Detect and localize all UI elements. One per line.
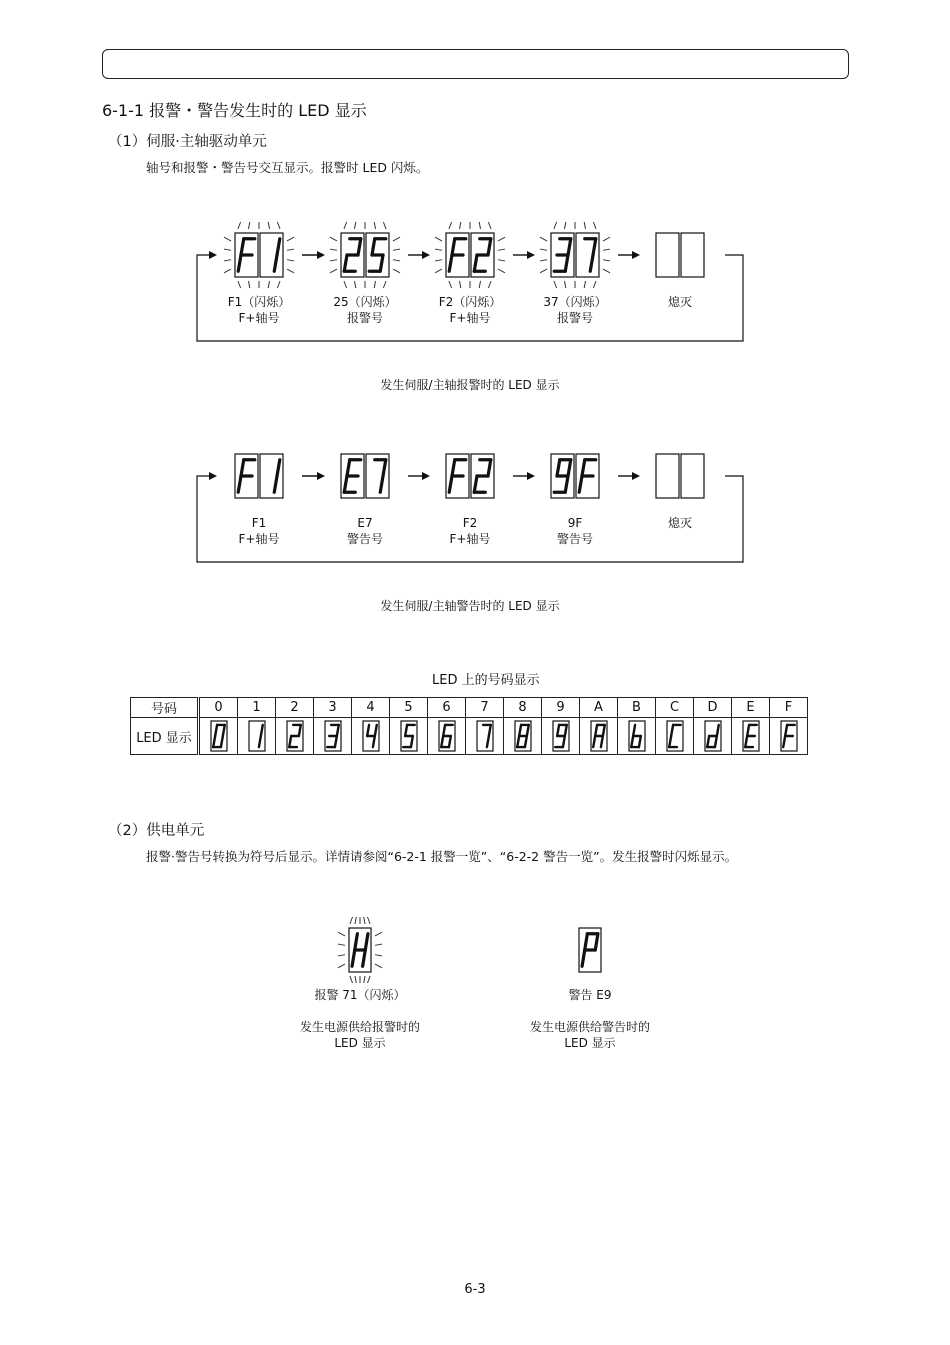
power-example-caption: 发生电源供给报警时的 bbox=[299, 1020, 421, 1034]
ray bbox=[287, 260, 294, 261]
ray bbox=[393, 237, 400, 241]
power-description: 报警·警告号转换为符号后显示。详情请参阅“6-2-1 报警一览”、“6-2-2 警告一览”。发生报警时闪烁显示。 bbox=[146, 849, 738, 864]
ray bbox=[338, 964, 345, 968]
ray bbox=[238, 281, 241, 288]
ray bbox=[287, 249, 294, 250]
code-cell: 8 bbox=[504, 698, 542, 718]
arrow-head-icon bbox=[632, 251, 640, 259]
code-cell: 5 bbox=[390, 698, 428, 718]
ray bbox=[603, 269, 610, 273]
code-cell: 6 bbox=[428, 698, 466, 718]
ray bbox=[367, 917, 370, 924]
ray bbox=[374, 281, 375, 288]
ray bbox=[344, 222, 347, 229]
ray bbox=[287, 237, 294, 241]
ray bbox=[375, 955, 382, 956]
ray bbox=[330, 260, 337, 261]
power-example-label: 警告 E9 bbox=[568, 988, 612, 1002]
ray bbox=[367, 976, 370, 983]
ray bbox=[338, 944, 345, 945]
arrow-head-icon bbox=[527, 251, 535, 259]
ray bbox=[277, 222, 280, 229]
code-cell: 0 bbox=[199, 698, 238, 718]
ray bbox=[268, 222, 269, 229]
ray bbox=[540, 269, 547, 273]
led-digit bbox=[341, 454, 364, 498]
page-number: 6-3 bbox=[464, 1282, 486, 1297]
code-table-title: LED 上的号码显示 bbox=[432, 673, 540, 688]
led-digit bbox=[260, 454, 283, 498]
ray bbox=[498, 260, 505, 261]
code-cell: B bbox=[618, 698, 656, 718]
sequence-sublabel: F+轴号 bbox=[238, 532, 280, 546]
led-digit bbox=[446, 454, 469, 498]
table-header-label: 号码 bbox=[131, 698, 199, 718]
ray bbox=[459, 222, 460, 229]
sequence-sublabel: F+轴号 bbox=[449, 311, 491, 325]
code-cell: C bbox=[656, 698, 694, 718]
ray bbox=[224, 249, 231, 250]
led-digit bbox=[656, 233, 679, 277]
ray bbox=[603, 237, 610, 241]
led-sequence bbox=[197, 454, 743, 613]
led-digit bbox=[471, 233, 494, 277]
led-digit bbox=[551, 454, 574, 498]
arrow-head-icon bbox=[317, 251, 325, 259]
ray bbox=[540, 237, 547, 241]
arrow-head-icon bbox=[317, 472, 325, 480]
ray bbox=[593, 281, 596, 288]
led-sequence bbox=[197, 222, 743, 392]
ray bbox=[584, 281, 585, 288]
led-digit bbox=[341, 233, 364, 277]
power-example-caption: LED 显示 bbox=[334, 1036, 386, 1050]
ray bbox=[338, 932, 345, 936]
sequence-label: F2 bbox=[462, 516, 478, 530]
ray bbox=[498, 237, 505, 241]
led-digit bbox=[349, 928, 371, 972]
sequence-label: 熄灭 bbox=[667, 295, 693, 309]
ray bbox=[364, 976, 365, 983]
sequence-sublabel: 报警号 bbox=[556, 311, 594, 325]
ray bbox=[584, 222, 585, 229]
led-digit bbox=[681, 454, 704, 498]
ray bbox=[248, 281, 249, 288]
ray bbox=[354, 222, 355, 229]
ray bbox=[330, 249, 337, 250]
subsection-title-servo: （1）伺服·主轴驱动单元 bbox=[108, 134, 267, 150]
led-digit bbox=[579, 928, 601, 972]
ray bbox=[375, 944, 382, 945]
sequence-label: 37（闪烁） bbox=[543, 295, 607, 309]
ray bbox=[224, 237, 231, 241]
ray bbox=[248, 222, 249, 229]
sequence-label: 9F bbox=[567, 516, 583, 530]
arrow-head-icon bbox=[209, 472, 217, 480]
ray bbox=[593, 222, 596, 229]
arrow-head-icon bbox=[422, 251, 430, 259]
ray bbox=[268, 281, 269, 288]
code-cell: F bbox=[770, 698, 808, 718]
code-cell: 3 bbox=[314, 698, 352, 718]
sequence-sublabel: 报警号 bbox=[346, 311, 384, 325]
sequence-label: E7 bbox=[357, 516, 373, 530]
ray bbox=[554, 222, 557, 229]
code-cell: 2 bbox=[276, 698, 314, 718]
led-digit bbox=[576, 454, 599, 498]
ray bbox=[344, 281, 347, 288]
power-example-caption: LED 显示 bbox=[564, 1036, 616, 1050]
sequence-sublabel: 警告号 bbox=[556, 532, 594, 546]
code-cell: 7 bbox=[466, 698, 504, 718]
table-row-label: LED 显示 bbox=[131, 718, 199, 755]
ray bbox=[330, 269, 337, 273]
led-digit bbox=[681, 233, 704, 277]
ray bbox=[383, 222, 386, 229]
ray bbox=[350, 917, 353, 924]
arrow-head-icon bbox=[632, 472, 640, 480]
sequence-sublabel: F+轴号 bbox=[449, 532, 491, 546]
led-digit bbox=[235, 233, 258, 277]
led-digit bbox=[576, 233, 599, 277]
ray bbox=[393, 249, 400, 250]
section-heading: 6-1-1 报警・警告发生时的 LED 显示 bbox=[102, 101, 367, 120]
sequence-sublabel: F+轴号 bbox=[238, 311, 280, 325]
led-digit-frame bbox=[656, 454, 679, 498]
led-digit-frame bbox=[656, 233, 679, 277]
ray bbox=[364, 917, 365, 924]
led-digit bbox=[260, 233, 283, 277]
ray bbox=[540, 260, 547, 261]
ray bbox=[354, 281, 355, 288]
ray bbox=[435, 249, 442, 250]
code-cell: E bbox=[732, 698, 770, 718]
ray bbox=[355, 917, 356, 924]
sequence-label: 熄灭 bbox=[667, 516, 693, 530]
code-cell: D bbox=[694, 698, 732, 718]
ray bbox=[554, 281, 557, 288]
code-cell: 1 bbox=[238, 698, 276, 718]
led-digit-frame bbox=[681, 454, 704, 498]
ray bbox=[393, 269, 400, 273]
ray bbox=[224, 260, 231, 261]
ray bbox=[603, 249, 610, 250]
ray bbox=[338, 955, 345, 956]
arrow-head-icon bbox=[527, 472, 535, 480]
led-digit-frame bbox=[681, 233, 704, 277]
led-digit bbox=[656, 454, 679, 498]
sequence-label: F1（闪烁） bbox=[227, 295, 291, 309]
sequence-label: F1 bbox=[251, 516, 267, 530]
led-digit bbox=[366, 233, 389, 277]
ray bbox=[355, 976, 356, 983]
sequence-sublabel: 警告号 bbox=[346, 532, 384, 546]
ray bbox=[459, 281, 460, 288]
arrow-head-icon bbox=[422, 472, 430, 480]
servo-description: 轴号和报警・警告号交互显示。报警时 LED 闪烁。 bbox=[146, 160, 429, 175]
ray bbox=[375, 932, 382, 936]
led-digit bbox=[366, 454, 389, 498]
ray bbox=[435, 260, 442, 261]
sequence-label: F2（闪烁） bbox=[438, 295, 502, 309]
ray bbox=[488, 281, 491, 288]
ray bbox=[498, 249, 505, 250]
code-cell: A bbox=[580, 698, 618, 718]
arrow-head-icon bbox=[209, 251, 217, 259]
ray bbox=[564, 281, 565, 288]
ray bbox=[435, 237, 442, 241]
led-digit bbox=[446, 233, 469, 277]
sequence-label: 25（闪烁） bbox=[333, 295, 397, 309]
code-cell: 9 bbox=[542, 698, 580, 718]
ray bbox=[374, 222, 375, 229]
ray bbox=[435, 269, 442, 273]
ray bbox=[224, 269, 231, 273]
ray bbox=[603, 260, 610, 261]
ray bbox=[287, 269, 294, 273]
ray bbox=[449, 222, 452, 229]
ray bbox=[375, 964, 382, 968]
ray bbox=[540, 249, 547, 250]
code-cell: 4 bbox=[352, 698, 390, 718]
ray bbox=[383, 281, 386, 288]
ray bbox=[564, 222, 565, 229]
led-digit bbox=[235, 454, 258, 498]
led-digit bbox=[551, 233, 574, 277]
subsection-title-power: （2）供电单元 bbox=[108, 823, 205, 839]
ray bbox=[498, 269, 505, 273]
power-example-label: 报警 71（闪烁） bbox=[314, 988, 406, 1002]
ray bbox=[479, 281, 480, 288]
power-example-caption: 发生电源供给警告时的 bbox=[529, 1020, 651, 1034]
ray bbox=[479, 222, 480, 229]
led-digit bbox=[471, 454, 494, 498]
ray bbox=[330, 237, 337, 241]
diagram-caption: 发生伺服/主轴警告时的 LED 显示 bbox=[380, 599, 560, 613]
ray bbox=[350, 976, 353, 983]
ray bbox=[238, 222, 241, 229]
ray bbox=[488, 222, 491, 229]
diagram-caption: 发生伺服/主轴报警时的 LED 显示 bbox=[380, 378, 560, 392]
power-supply-examples bbox=[300, 917, 650, 1050]
ray bbox=[393, 260, 400, 261]
ray bbox=[277, 281, 280, 288]
ray bbox=[449, 281, 452, 288]
